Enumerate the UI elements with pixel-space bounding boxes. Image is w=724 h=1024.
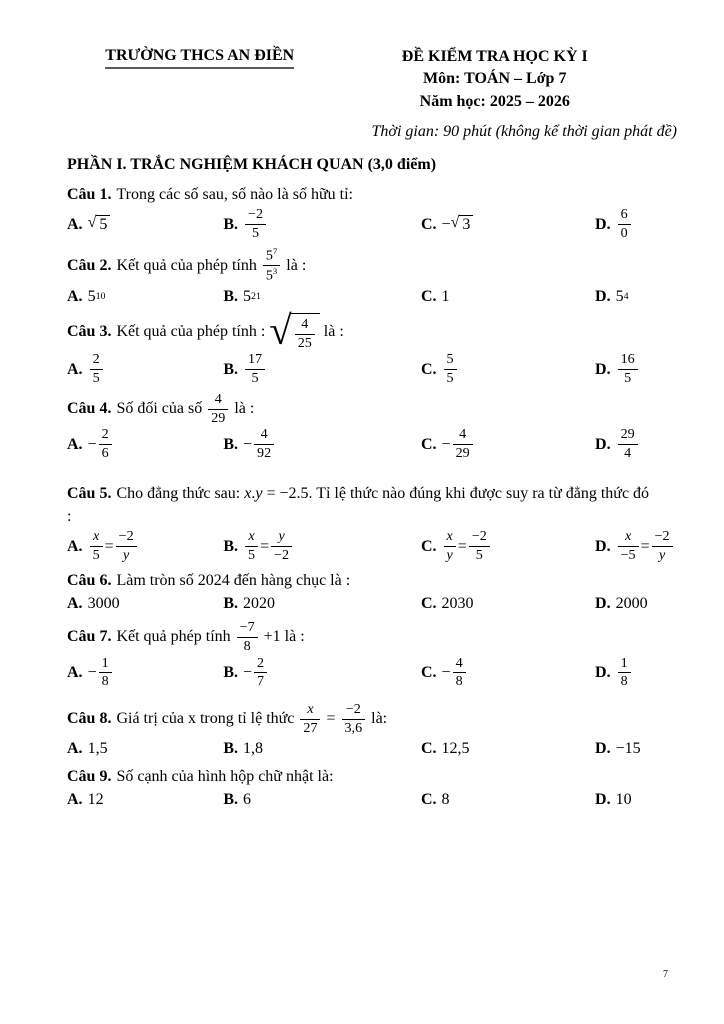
option-label: C. xyxy=(420,360,437,378)
option-label: A. xyxy=(67,663,83,681)
question xyxy=(67,307,657,387)
option-label: D. xyxy=(595,287,611,305)
answer-option xyxy=(595,593,657,615)
answer-option xyxy=(595,656,657,691)
option-label: B. xyxy=(223,287,239,305)
option-content: 2000 xyxy=(615,595,648,613)
option-content: $\frac{1}{8}$ xyxy=(616,656,633,691)
option-label: D. xyxy=(595,435,611,453)
option-content: $\frac{x}{y}$ = $\frac{-2}{5}$ xyxy=(442,529,492,564)
option-content: 5 21 xyxy=(243,287,261,305)
option-label: B. xyxy=(223,360,239,378)
question xyxy=(67,183,657,242)
option-content: − $\frac{4}{92}$ xyxy=(243,427,276,462)
option-label: B. xyxy=(223,537,239,555)
option-content: 1,5 xyxy=(87,739,108,757)
option-label: A. xyxy=(67,739,83,757)
exam-title: ĐỀ KIỂM TRA HỌC KỲ I xyxy=(401,48,588,65)
option-label: A. xyxy=(67,790,83,808)
option-content: 6 xyxy=(243,790,252,808)
answer-option xyxy=(67,789,223,811)
option-content: 5 4 xyxy=(615,287,629,305)
answer-option xyxy=(421,738,595,760)
option-content: $\frac{6}{0}$ xyxy=(616,207,633,242)
answer-option xyxy=(595,352,657,387)
radical-sign: √ xyxy=(269,307,292,353)
question-text: Giá trị của x trong tỉ lệ thức $\frac{x}{27}$ = $\frac{-2}{3,6}$ là: xyxy=(116,701,388,736)
option-content: 12,5 xyxy=(441,739,470,757)
page-number: 7 xyxy=(663,969,668,980)
question xyxy=(67,620,657,690)
answer-option xyxy=(223,207,421,242)
option-label: D. xyxy=(595,790,611,808)
option-label: A. xyxy=(67,287,83,305)
question-label: Câu 6. xyxy=(67,571,112,589)
option-label: B. xyxy=(223,663,239,681)
answer-option xyxy=(595,528,670,564)
answer-option xyxy=(67,427,223,462)
question-options xyxy=(67,207,657,242)
option-content: 1,8 xyxy=(243,739,264,757)
question-stem xyxy=(67,307,657,353)
option-content: − $\frac{4}{8}$ xyxy=(442,656,468,691)
answer-option xyxy=(223,352,421,387)
answer-option xyxy=(223,738,421,760)
answer-option xyxy=(421,214,595,236)
question-stem xyxy=(67,482,657,528)
option-label: B. xyxy=(223,790,239,808)
answer-option xyxy=(595,738,657,760)
exam-header xyxy=(67,46,657,113)
answer-option xyxy=(421,286,595,308)
option-content: 3000 xyxy=(87,595,120,613)
question-text: Số cạnh của hình hộp chữ nhật là: xyxy=(116,767,334,785)
question-label: Câu 8. xyxy=(67,710,112,728)
school-name: TRƯỜNG THCS AN ĐIỀN xyxy=(105,47,294,69)
question-options xyxy=(67,286,657,308)
answer-option xyxy=(595,427,657,462)
option-label: C. xyxy=(420,595,437,613)
question-text: Làm tròn số 2024 đến hàng chục là : xyxy=(116,571,351,589)
option-content: 2030 xyxy=(441,595,474,613)
question-label: Câu 4. xyxy=(67,399,112,417)
option-label: B. xyxy=(223,215,239,233)
question xyxy=(67,569,657,615)
answer-option xyxy=(595,286,657,308)
option-content: 10 xyxy=(615,790,632,808)
option-label: C. xyxy=(420,215,437,233)
option-content: − $\frac{2}{7}$ xyxy=(243,656,269,691)
option-label: C. xyxy=(420,287,437,305)
question-text: Trong các số sau, số nào là số hữu tỉ: xyxy=(116,186,353,204)
answer-option xyxy=(223,529,421,564)
option-content: − $\frac{2}{6}$ xyxy=(88,427,114,462)
question-label: Câu 9. xyxy=(67,767,112,785)
option-content: $\frac{2}{5}$ xyxy=(88,352,105,387)
option-label: A. xyxy=(67,435,83,453)
option-label: D. xyxy=(595,537,611,555)
answer-option xyxy=(67,656,223,691)
option-content: $\frac{x}{5}$ = $\frac{y}{-2}$ xyxy=(243,529,294,564)
answer-option xyxy=(67,286,223,308)
answer-option xyxy=(421,593,595,615)
option-content: 5 10 xyxy=(87,287,106,305)
option-label: A. xyxy=(67,537,83,555)
question-label: Câu 5. xyxy=(67,484,112,502)
question-stem xyxy=(67,569,657,592)
question-text: Kết quả phép tính $\frac{-7}{8}$ +1 là : xyxy=(116,619,305,654)
answer-option xyxy=(595,207,657,242)
option-label: B. xyxy=(223,739,239,757)
option-content: −15 xyxy=(615,739,641,757)
option-label: C. xyxy=(420,435,437,453)
question-options xyxy=(67,427,657,462)
question-options xyxy=(67,352,657,387)
option-content: 8 xyxy=(441,790,450,808)
answer-option xyxy=(67,352,223,387)
option-label: A. xyxy=(67,595,83,613)
option-content: $\frac{17}{5}$ xyxy=(243,352,267,387)
option-label: D. xyxy=(595,739,611,757)
answer-option xyxy=(67,593,223,615)
question-options xyxy=(67,593,657,615)
option-label: D. xyxy=(595,360,611,378)
answer-option xyxy=(421,789,595,811)
question-options xyxy=(67,528,670,564)
option-label: D. xyxy=(595,215,611,233)
question-options xyxy=(67,656,657,691)
question-text: Cho đẳng thức sau: x.y = −2.5. Tỉ lệ thức nào đúng khi được suy ra từ đẳng thức đó : xyxy=(67,484,650,526)
answer-option xyxy=(223,789,421,811)
answer-option xyxy=(421,656,595,691)
option-content: $\frac{5}{5}$ xyxy=(442,352,459,387)
answer-option xyxy=(67,738,223,760)
question-stem xyxy=(67,765,657,788)
answer-option xyxy=(595,789,657,811)
option-label: A. xyxy=(67,215,83,233)
question-stem xyxy=(67,183,657,206)
option-content: 1 xyxy=(441,287,450,305)
option-content: √ 5 xyxy=(88,215,111,234)
question-label: Câu 2. xyxy=(67,256,112,274)
answer-option xyxy=(223,286,421,308)
option-label: C. xyxy=(420,663,437,681)
option-content: − $\frac{1}{8}$ xyxy=(88,656,114,691)
answer-option xyxy=(67,529,223,564)
option-content: $\frac{16}{5}$ xyxy=(616,352,640,387)
question-text: Kết quả của phép tính : √ $\frac{4}{25}$ là : xyxy=(116,307,344,353)
answer-option xyxy=(223,427,421,462)
question-options xyxy=(67,738,657,760)
question xyxy=(67,482,670,564)
question-stem xyxy=(67,247,657,285)
answer-option xyxy=(67,214,223,236)
option-content: $\frac{x}{-5}$ = $\frac{-2}{y}$ xyxy=(616,529,675,564)
option-content: $\frac{-2}{5}$ xyxy=(243,207,268,242)
option-content: − $\frac{4}{29}$ xyxy=(442,427,475,462)
option-label: C. xyxy=(420,537,437,555)
answer-option xyxy=(421,529,595,564)
option-content: 2020 xyxy=(243,595,276,613)
question-label: Câu 3. xyxy=(67,322,112,340)
question-text: Số đối của số $\frac{4}{29}$ là : xyxy=(116,390,255,426)
question xyxy=(67,392,657,462)
question-label: Câu 1. xyxy=(67,186,112,204)
header-title-block xyxy=(333,46,658,113)
question-label: Câu 7. xyxy=(67,627,112,645)
option-label: D. xyxy=(595,663,611,681)
radical-sign: √ xyxy=(450,214,460,232)
answer-option xyxy=(223,593,421,615)
exam-time-note: Thời gian: 90 phút (không kể thời gian phát đề) xyxy=(371,123,677,141)
question-options xyxy=(67,789,657,811)
question xyxy=(67,765,657,811)
question-stem xyxy=(67,392,657,427)
exam-school-year: Năm học: 2025 – 2026 xyxy=(419,92,570,110)
option-content: − √ 3 xyxy=(442,215,474,234)
option-content: 12 xyxy=(87,790,104,808)
option-content: $\frac{29}{4}$ xyxy=(616,427,640,462)
exam-subject: Môn: TOÁN – Lớp 7 xyxy=(423,70,567,88)
option-label: D. xyxy=(595,595,611,613)
questions-list xyxy=(67,183,670,811)
question xyxy=(67,247,657,308)
section-title: PHẦN I. TRẮC NGHIỆM KHÁCH QUAN (3,0 điểm) xyxy=(67,156,437,174)
answer-option xyxy=(421,427,595,462)
option-label: A. xyxy=(67,360,83,378)
answer-option xyxy=(223,656,421,691)
question-stem xyxy=(67,620,657,655)
answer-option xyxy=(421,352,595,387)
radical-sign: √ xyxy=(87,214,97,232)
option-content: $\frac{x}{5}$ = $\frac{-2}{y}$ xyxy=(88,529,139,564)
option-label: C. xyxy=(420,790,437,808)
header-school-block xyxy=(67,46,333,113)
question-stem xyxy=(67,702,657,737)
question-text: Kết quả của phép tính $\frac{5^7}{5^3}$ là : xyxy=(116,245,307,285)
question xyxy=(67,702,657,760)
option-label: B. xyxy=(223,595,239,613)
option-label: B. xyxy=(223,435,239,453)
option-label: C. xyxy=(420,739,437,757)
